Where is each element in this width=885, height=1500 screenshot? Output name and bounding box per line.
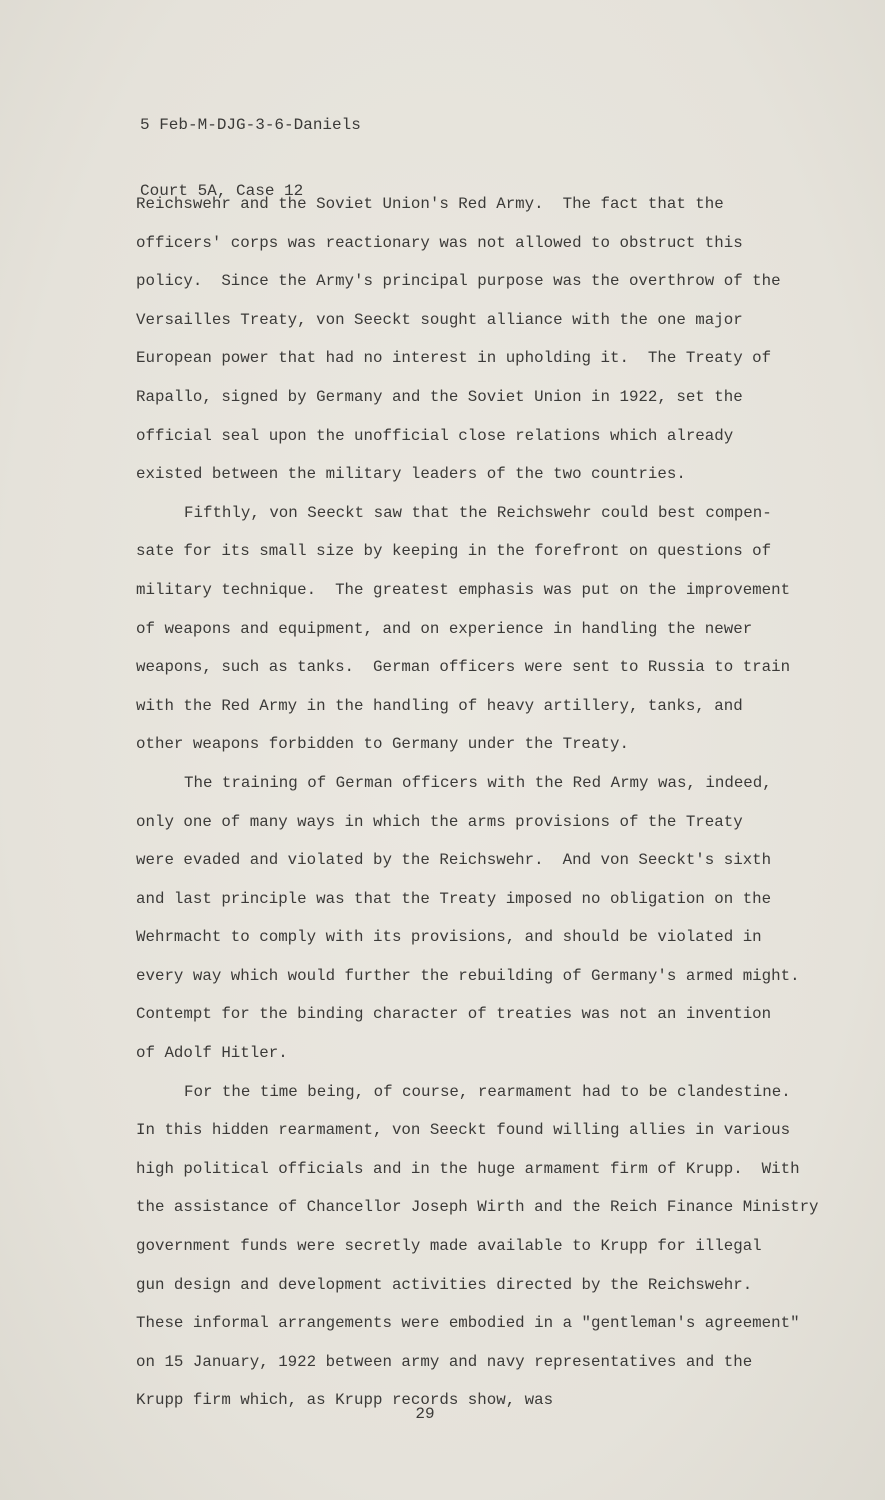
text-line: gun design and development activities directed by the Reichswehr. <box>136 1275 753 1294</box>
paragraph <box>136 764 836 1073</box>
text-line: policy. Since the Army's principal purpose was the overthrow of the <box>136 272 781 291</box>
text-line: and last principle was that the Treaty imposed no obligation on the <box>136 889 772 908</box>
text-line: high political officials and in the huge armament firm of Krupp. With <box>136 1159 800 1178</box>
text-line: These informal arrangements were embodied in a "gentleman's agreement" <box>136 1314 800 1333</box>
text-line: of weapons and equipment, and on experience in handling the newer <box>136 619 753 638</box>
text-line: Rapallo, signed by Germany and the Soviet Union in 1922, set the <box>136 387 743 406</box>
text-line: sate for its small size by keeping in the forefront on questions of <box>136 542 772 561</box>
text-line: Versailles Treaty, von Seeckt sought alliance with the one major <box>136 310 743 329</box>
document-body <box>136 185 836 1420</box>
text-line: only one of many ways in which the arms provisions of the Treaty <box>136 812 743 831</box>
text-line: of Adolf Hitler. <box>136 1044 288 1063</box>
text-line: Krupp firm which, as Krupp records show, was <box>136 1391 554 1410</box>
paragraph <box>136 494 836 764</box>
text-line: on 15 January, 1922 between army and navy representatives and the <box>136 1352 753 1371</box>
text-line: existed between the military leaders of the two countries. <box>136 465 686 484</box>
page-number: 29 <box>415 1405 435 1423</box>
text-line: officers' corps was reactionary was not allowed to obstruct this <box>136 233 743 252</box>
text-line: The training of German officers with the Red Army was, indeed, <box>184 773 772 792</box>
text-line: Wehrmacht to comply with its provisions, and should be violated in <box>136 928 762 947</box>
text-line: official seal upon the unofficial close relations which already <box>136 426 734 445</box>
paragraph <box>136 185 836 494</box>
text-line: For the time being, of course, rearmament had to be clandestine. <box>184 1082 791 1101</box>
text-line: were evaded and violated by the Reichswehr. And von Seeckt's sixth <box>136 851 772 870</box>
text-line: with the Red Army in the handling of heavy artillery, tanks, and <box>136 696 743 715</box>
text-line: every way which would further the rebuilding of Germany's armed might. <box>136 966 800 985</box>
text-line: In this hidden rearmament, von Seeckt found willing allies in various <box>136 1121 791 1140</box>
text-line: Reichswehr and the Soviet Union's Red Army. The fact that the <box>136 195 724 213</box>
text-line: government funds were secretly made available to Krupp for illegal <box>136 1237 762 1256</box>
text-line: weapons, such as tanks. German officers were sent to Russia to train <box>136 658 791 677</box>
paragraph <box>136 1073 836 1420</box>
text-line: Contempt for the binding character of treaties was not an invention <box>136 1005 772 1024</box>
header-court-case: Court 5A, Case 12 <box>140 182 304 200</box>
text-line: Fifthly, von Seeckt saw that the Reichswehr could best compen- <box>184 503 772 522</box>
text-line: the assistance of Chancellor Joseph Wirth and the Reich Finance Ministry <box>136 1198 819 1217</box>
text-line: European power that had no interest in upholding it. The Treaty of <box>136 349 772 368</box>
header-reference: 5 Feb-M-DJG-3-6-Daniels <box>140 116 361 134</box>
text-line: other weapons forbidden to Germany under the Treaty. <box>136 735 629 754</box>
text-line: military technique. The greatest emphasis was put on the improvement <box>136 580 791 599</box>
